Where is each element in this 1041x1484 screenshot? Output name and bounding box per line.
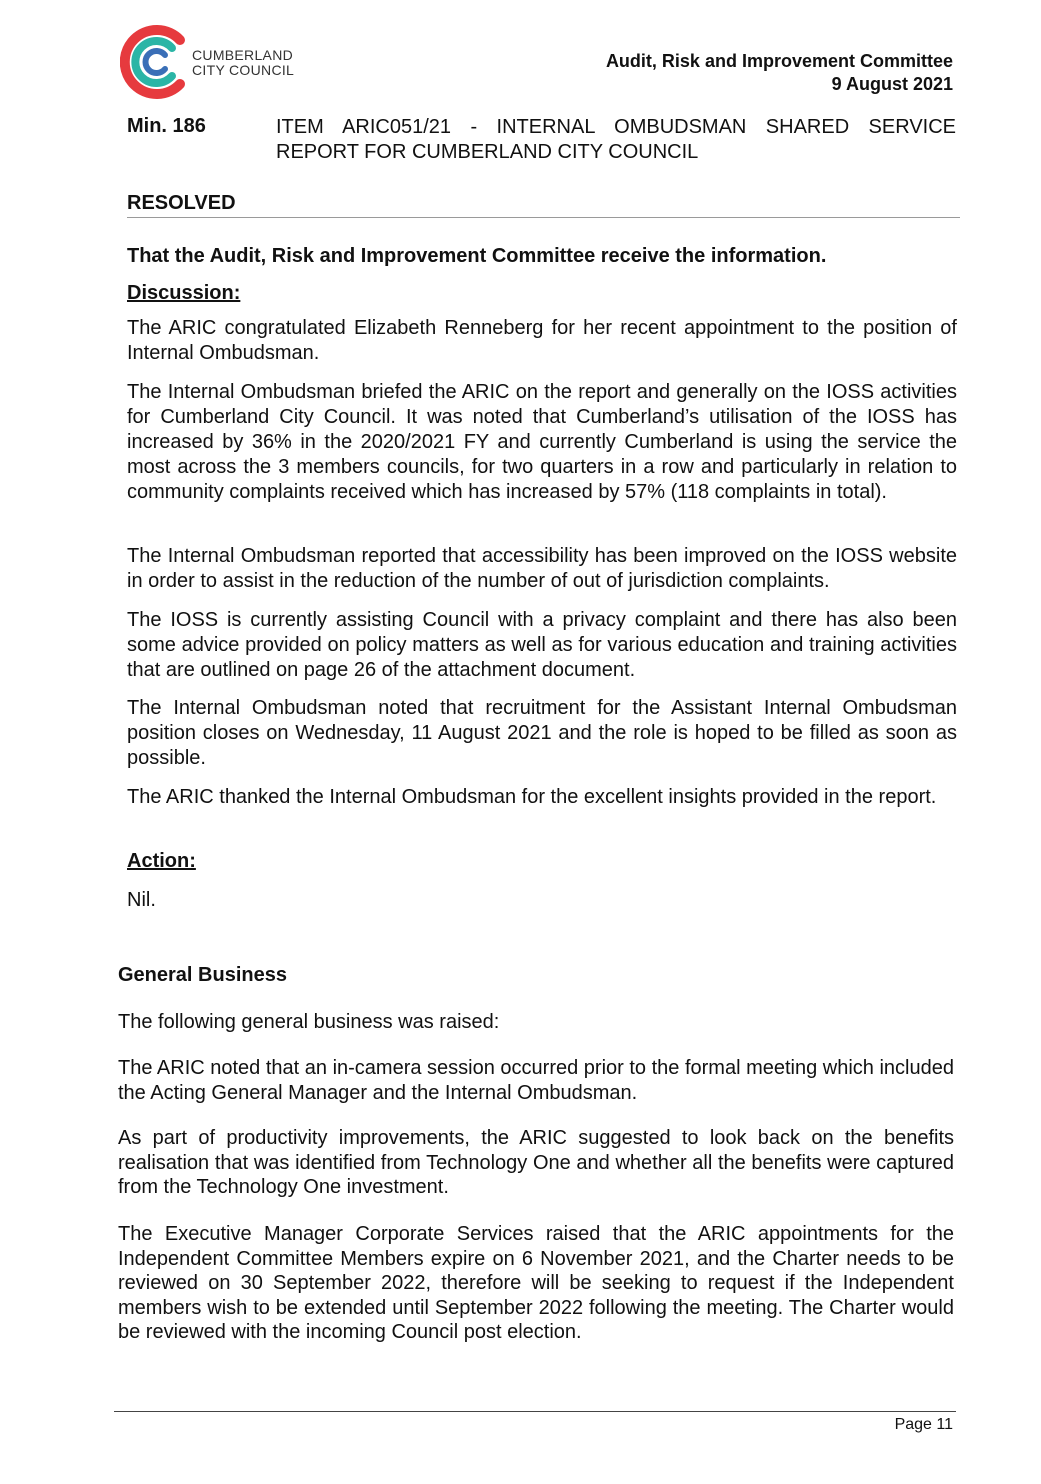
general-business-heading: General Business xyxy=(118,964,287,986)
minute-number: Min. 186 xyxy=(127,115,206,137)
discussion-paragraph: The IOSS is currently assisting Council with a privacy complaint and there has also been some advice provided on policy matters as well as for various education and training activities that are outlined on page 26 of the attachment document. xyxy=(127,609,957,681)
resolved-divider xyxy=(127,217,960,218)
committee-name: Audit, Risk and Improvement Committee xyxy=(605,51,953,71)
page-number: Page 11 xyxy=(894,1416,953,1433)
resolved-heading: RESOLVED xyxy=(127,192,236,214)
council-logo-mark xyxy=(120,22,190,102)
discussion-paragraph: The Internal Ombudsman reported that accessibility has been improved on the IOSS website in order to assist in the reduction of the number of out of jurisdiction complaints. xyxy=(127,545,957,592)
council-logo-text xyxy=(192,48,294,78)
logo-line-2: CITY COUNCIL xyxy=(192,62,295,78)
item-title: ITEM ARIC051/21 - INTERNAL OMBUDSMAN SHARED SERVICE REPORT FOR CUMBERLAND CITY COUNCIL xyxy=(276,116,956,163)
page-header xyxy=(606,50,953,96)
discussion-paragraph: The Internal Ombudsman briefed the ARIC on the report and generally on the IOSS activities for Cumberland City Council. It was noted that Cumberland’s utilisation of the IOSS has increased by 36% in the 2020/2021 FY and currently Cumberland is using the service the most across the 3 members councils, for two quarters in a row and particularly in relation to community complaints received which has increased by 57% (118 complaints in total). xyxy=(127,381,957,503)
discussion-heading: Discussion: xyxy=(127,282,241,304)
discussion-paragraph: The ARIC thanked the Internal Ombudsman for the excellent insights provided in the report. xyxy=(127,786,937,808)
council-logo xyxy=(120,22,310,102)
action-text: Nil. xyxy=(127,889,156,911)
resolution-text: That the Audit, Risk and Improvement Committee receive the information. xyxy=(127,245,827,267)
general-business-paragraph: As part of productivity improvements, the ARIC suggested to look back on the benefits realisation that was identified from Technology One and whether all the benefits were captured from the Technology One investment. xyxy=(118,1127,954,1198)
discussion-paragraph: The ARIC congratulated Elizabeth Renneberg for her recent appointment to the position of Internal Ombudsman. xyxy=(127,317,957,364)
discussion-paragraph: The Internal Ombudsman noted that recruitment for the Assistant Internal Ombudsman position closes on Wednesday, 11 August 2021 and the role is hoped to be filled as soon as possible. xyxy=(127,697,957,769)
logo-line-1: CUMBERLAND xyxy=(192,47,294,63)
general-business-paragraph: The following general business was raised: xyxy=(118,1011,500,1033)
general-business-paragraph: The Executive Manager Corporate Services raised that the ARIC appointments for the Independent Committee Members expire on 6 November 2021, and the Charter needs to be reviewed on 30 September 2022, therefore will be seeking to request if the Independent members wish to be extended until September 2022 following the meeting. The Charter would be reviewed with the incoming Council post election. xyxy=(118,1223,954,1343)
general-business-paragraph: The ARIC noted that an in-camera session occurred prior to the formal meeting which included the Acting General Manager and the Internal Ombudsman. xyxy=(118,1057,954,1104)
footer-divider xyxy=(114,1411,956,1412)
action-heading: Action: xyxy=(127,850,196,872)
meeting-date: 9 August 2021 xyxy=(831,74,953,94)
